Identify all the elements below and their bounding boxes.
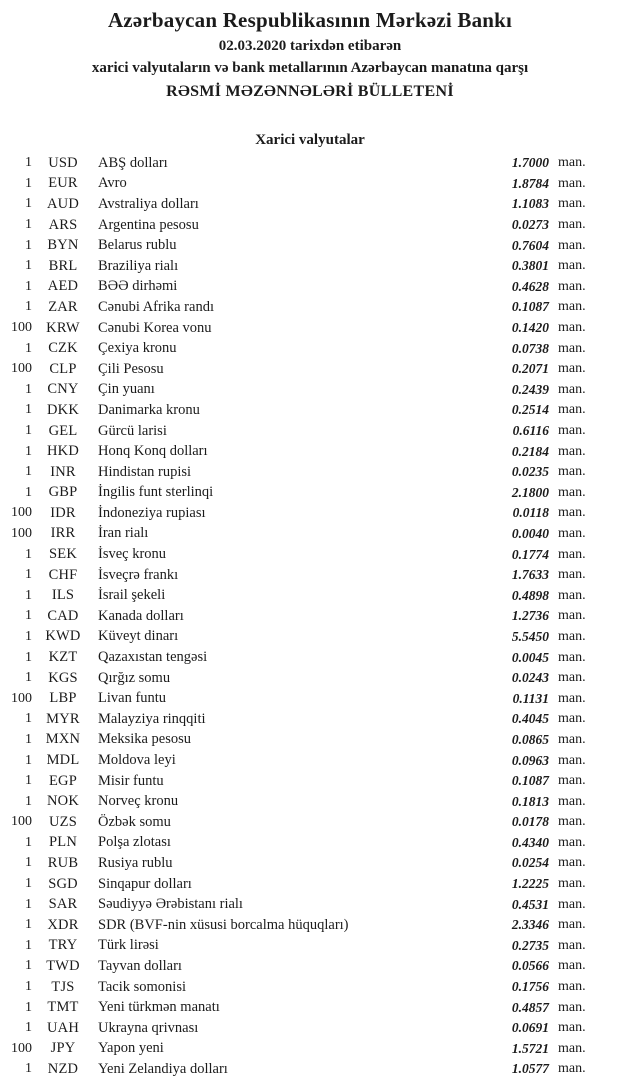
manat-unit-label: man. [558, 1040, 586, 1056]
currency-code: HKD [46, 443, 79, 460]
currency-code: KGS [48, 669, 78, 686]
manat-unit-label: man. [558, 773, 586, 789]
manat-unit-label: man. [558, 855, 586, 871]
currency-row [0, 174, 620, 195]
currency-row [0, 627, 620, 648]
currency-quantity: 1 [25, 381, 32, 397]
currency-name: Qazaxıstan tengəsi [98, 649, 208, 666]
manat-unit-label: man. [558, 155, 586, 171]
currency-quantity: 1 [25, 752, 32, 768]
manat-unit-label: man. [558, 690, 586, 706]
currency-name: İsrail şekeli [98, 587, 166, 604]
currency-quantity: 1 [25, 711, 32, 727]
currency-name: Cənubi Afrika randı [98, 298, 214, 315]
currency-name: Çili Pesosu [98, 360, 164, 377]
currency-row [0, 606, 620, 627]
currency-code: UZS [49, 813, 77, 830]
currency-name: Qırğız somu [98, 669, 171, 686]
currency-row [0, 194, 620, 215]
section-title-foreign-currencies: Xarici valyutalar [255, 132, 365, 148]
currency-row [0, 915, 620, 936]
exchange-rate: 0.1774 [511, 546, 549, 562]
exchange-rate: 0.1756 [511, 979, 549, 995]
exchange-rate: 0.4340 [511, 834, 549, 850]
currency-row [0, 400, 620, 421]
currency-row [0, 812, 620, 833]
currency-name: Türk lirəsi [98, 937, 159, 954]
currency-quantity: 1 [25, 1061, 32, 1077]
manat-unit-label: man. [558, 670, 586, 686]
currency-name: Küveyt dinarı [98, 628, 179, 645]
currency-quantity: 1 [25, 340, 32, 356]
currency-code: NOK [46, 793, 79, 810]
currency-name: Polşa zlotası [98, 834, 171, 851]
currency-code: TWD [46, 957, 80, 974]
exchange-rate: 2.3346 [511, 917, 549, 933]
currency-row [0, 1059, 620, 1080]
currency-row [0, 256, 620, 277]
currency-quantity: 1 [25, 608, 32, 624]
currency-code: AED [47, 278, 79, 295]
currency-name: Tacik somonisi [98, 978, 186, 995]
currency-code: ARS [48, 216, 78, 233]
currency-quantity: 1 [25, 402, 32, 418]
manat-unit-label: man. [558, 876, 586, 892]
manat-unit-label: man. [558, 979, 586, 995]
currency-code: BYN [47, 237, 79, 254]
currency-name: İsveçrə frankı [98, 566, 179, 583]
currency-quantity: 1 [25, 258, 32, 274]
manat-unit-label: man. [558, 381, 586, 397]
currency-quantity: 1 [25, 999, 32, 1015]
currency-code: RUB [47, 854, 79, 871]
currency-name: Argentina pesosu [98, 216, 199, 233]
currency-name: SDR (BVF-nin xüsusi borcalma hüquqları) [98, 916, 349, 933]
bulletin-heading: RƏSMİ MƏZƏNNƏLƏRİ BÜLLETENİ [166, 83, 454, 100]
manat-unit-label: man. [558, 567, 586, 583]
exchange-rate: 0.0865 [511, 731, 549, 747]
currency-quantity: 1 [25, 217, 32, 233]
exchange-rate: 0.4045 [511, 711, 549, 727]
currency-name: BƏƏ dirhəmi [98, 278, 178, 295]
currency-name: Honq Konq dolları [98, 443, 208, 460]
currency-row [0, 462, 620, 483]
currency-quantity: 1 [25, 196, 32, 212]
exchange-rate: 0.0738 [511, 340, 549, 356]
exchange-rate: 1.2225 [511, 876, 549, 892]
currency-name: Moldova leyi [98, 752, 176, 769]
currency-quantity: 1 [25, 237, 32, 253]
manat-unit-label: man. [558, 958, 586, 974]
exchange-rate: 1.2736 [511, 608, 549, 624]
manat-unit-label: man. [558, 258, 586, 274]
manat-unit-label: man. [558, 237, 586, 253]
currency-code: UAH [46, 1019, 79, 1036]
exchange-rate: 0.0243 [511, 670, 549, 686]
currency-quantity: 1 [25, 628, 32, 644]
currency-quantity: 1 [25, 670, 32, 686]
exchange-rate: 0.2514 [511, 402, 549, 418]
currency-code: DKK [46, 401, 79, 418]
currency-quantity: 1 [25, 979, 32, 995]
currency-code: CZK [48, 340, 78, 357]
currency-row [0, 277, 620, 298]
exchange-rate: 0.1131 [512, 690, 549, 706]
exchange-rate: 0.0118 [512, 505, 549, 521]
currency-name: Avro [98, 175, 127, 192]
currency-code: CAD [47, 607, 79, 624]
currency-code: SAR [48, 896, 78, 913]
currency-code: CLP [49, 360, 77, 377]
currency-name: Tayvan dolları [98, 957, 182, 974]
currency-quantity: 1 [25, 587, 32, 603]
currency-quantity: 1 [25, 834, 32, 850]
exchange-rate: 0.1420 [511, 320, 549, 336]
currency-row [0, 750, 620, 771]
currency-row [0, 380, 620, 401]
currency-name: Braziliya rialı [98, 257, 179, 274]
currency-code: GEL [48, 422, 78, 439]
currency-row [0, 235, 620, 256]
currency-code: TRY [48, 937, 78, 954]
manat-unit-label: man. [558, 525, 586, 541]
manat-unit-label: man. [558, 917, 586, 933]
manat-unit-label: man. [558, 587, 586, 603]
currency-name: Meksika pesosu [98, 731, 192, 748]
currency-quantity: 1 [25, 155, 32, 171]
currency-quantity: 1 [25, 773, 32, 789]
currency-quantity: 100 [11, 505, 32, 521]
currency-code: MXN [45, 731, 81, 748]
currency-name: İsveç kronu [98, 546, 167, 563]
exchange-rate: 0.4531 [511, 896, 549, 912]
currency-row [0, 894, 620, 915]
manat-unit-label: man. [558, 1061, 586, 1077]
currency-name: Çexiya kronu [98, 340, 177, 357]
currency-row [0, 668, 620, 689]
manat-unit-label: man. [558, 320, 586, 336]
currency-name: Yapon yeni [98, 1040, 164, 1057]
manat-unit-label: man. [558, 834, 586, 850]
currency-code: ILS [51, 587, 75, 604]
currency-quantity: 1 [25, 546, 32, 562]
currency-name: Danimarka kronu [98, 401, 200, 418]
manat-unit-label: man. [558, 937, 586, 953]
exchange-rate: 2.1800 [511, 484, 549, 500]
manat-unit-label: man. [558, 340, 586, 356]
manat-unit-label: man. [558, 628, 586, 644]
manat-unit-label: man. [558, 402, 586, 418]
manat-unit-label: man. [558, 505, 586, 521]
exchange-rate: 0.4628 [511, 278, 549, 294]
exchange-rate: 0.7604 [511, 237, 549, 253]
currency-name: Yeni Zelandiya dolları [98, 1060, 228, 1077]
exchange-rate: 0.0963 [511, 752, 549, 768]
currency-name: Livan funtu [98, 690, 167, 707]
exchange-rate: 0.0040 [511, 525, 549, 541]
currency-quantity: 1 [25, 731, 32, 747]
exchange-rate: 0.0273 [511, 217, 549, 233]
exchange-rate: 0.0691 [511, 1020, 549, 1036]
currency-row [0, 771, 620, 792]
bank-title: Azərbaycan Respublikasının Mərkəzi Bankı [107, 8, 513, 32]
currency-row [0, 1039, 620, 1060]
currency-code: USD [48, 154, 78, 171]
exchange-rate: 0.0045 [511, 649, 549, 665]
exchange-rate: 5.5450 [511, 628, 549, 644]
currency-row [0, 483, 620, 504]
currency-code: IRR [50, 525, 76, 542]
currency-name: Avstraliya dolları [98, 195, 199, 212]
exchange-rate: 0.0235 [511, 464, 549, 480]
manat-unit-label: man. [558, 649, 586, 665]
manat-unit-label: man. [558, 793, 586, 809]
currency-row [0, 441, 620, 462]
currency-quantity: 100 [11, 1040, 32, 1056]
currency-name: Səudiyyə Ərəbistanı rialı [98, 896, 243, 913]
currency-code: KWD [45, 628, 81, 645]
currency-quantity: 100 [11, 814, 32, 830]
currency-row [0, 421, 620, 442]
currency-quantity: 100 [11, 525, 32, 541]
currency-quantity: 1 [25, 896, 32, 912]
currency-quantity: 1 [25, 175, 32, 191]
currency-name: Çin yuanı [98, 381, 155, 398]
currency-row [0, 833, 620, 854]
currency-quantity: 1 [25, 464, 32, 480]
currency-name: Malayziya rinqqiti [98, 710, 206, 727]
manat-unit-label: man. [558, 896, 586, 912]
exchange-rate: 0.2184 [511, 443, 549, 459]
currency-code: MYR [46, 710, 80, 727]
currency-name: Yeni türkmən manatı [98, 999, 220, 1016]
currency-name: İngilis funt sterlinqi [98, 484, 214, 501]
currency-quantity: 1 [25, 958, 32, 974]
currency-name: İran rialı [98, 525, 149, 542]
currency-name: Rusiya rublu [98, 854, 173, 871]
currency-code: CHF [48, 566, 78, 583]
exchange-rate: 0.2439 [511, 381, 549, 397]
currency-row [0, 297, 620, 318]
currency-name: Belarus rublu [98, 237, 177, 254]
currency-row [0, 853, 620, 874]
currency-quantity: 1 [25, 278, 32, 294]
currency-code: ZAR [48, 298, 78, 315]
currency-name: Hindistan rupisi [98, 463, 192, 480]
exchange-rate: 0.4857 [511, 999, 549, 1015]
currency-rate-table [0, 153, 620, 1080]
exchange-rate: 0.2735 [511, 937, 549, 953]
currency-quantity: 1 [25, 937, 32, 953]
currency-code: KZT [48, 649, 78, 666]
currency-quantity: 1 [25, 423, 32, 439]
currency-row [0, 524, 620, 545]
manat-unit-label: man. [558, 299, 586, 315]
currency-row [0, 153, 620, 174]
exchange-rate: 0.6116 [512, 423, 549, 439]
currency-row [0, 791, 620, 812]
currency-row [0, 503, 620, 524]
currency-quantity: 1 [25, 917, 32, 933]
currency-row [0, 874, 620, 895]
manat-unit-label: man. [558, 752, 586, 768]
currency-row [0, 1018, 620, 1039]
currency-row [0, 688, 620, 709]
currency-name: Sinqapur dolları [98, 875, 192, 892]
currency-quantity: 1 [25, 876, 32, 892]
manat-unit-label: man. [558, 361, 586, 377]
currency-row [0, 956, 620, 977]
currency-code: BRL [48, 257, 78, 274]
exchange-rate: 0.1813 [511, 793, 549, 809]
currency-name: Ukrayna qrivnası [98, 1019, 199, 1036]
exchange-rate: 1.1083 [511, 196, 549, 212]
currency-quantity: 1 [25, 443, 32, 459]
currency-row [0, 544, 620, 565]
currency-code: KRW [46, 319, 80, 336]
bulletin-subtitle: xarici valyutaların və bank metallarının Azərbaycan manatına qarşı [91, 60, 529, 76]
currency-name: Cənubi Korea vonu [98, 319, 212, 336]
manat-unit-label: man. [558, 464, 586, 480]
currency-row [0, 709, 620, 730]
manat-unit-label: man. [558, 546, 586, 562]
effective-date-line: 02.03.2020 tarixdən etibarən [218, 38, 402, 54]
exchange-rate: 1.7000 [511, 155, 549, 171]
currency-quantity: 100 [11, 690, 32, 706]
currency-row [0, 359, 620, 380]
currency-code: SEK [49, 546, 77, 563]
currency-code: GBP [48, 484, 78, 501]
currency-row [0, 997, 620, 1018]
currency-quantity: 1 [25, 567, 32, 583]
manat-unit-label: man. [558, 608, 586, 624]
currency-quantity: 1 [25, 1020, 32, 1036]
currency-code: TMT [47, 999, 79, 1016]
exchange-rate: 1.7633 [511, 567, 549, 583]
currency-name: ABŞ dolları [98, 154, 168, 171]
currency-row [0, 585, 620, 606]
exchange-rate: 1.5721 [511, 1040, 549, 1056]
currency-quantity: 1 [25, 793, 32, 809]
manat-unit-label: man. [558, 731, 586, 747]
manat-unit-label: man. [558, 175, 586, 191]
currency-row [0, 318, 620, 339]
manat-unit-label: man. [558, 196, 586, 212]
currency-code: INR [50, 463, 76, 480]
currency-quantity: 100 [11, 320, 32, 336]
currency-row [0, 338, 620, 359]
currency-name: Gürcü larisi [98, 422, 167, 439]
currency-name: Misir funtu [98, 772, 164, 789]
manat-unit-label: man. [558, 814, 586, 830]
exchange-rate: 0.1087 [511, 299, 549, 315]
manat-unit-label: man. [558, 217, 586, 233]
currency-row [0, 565, 620, 586]
exchange-rate: 0.0178 [511, 814, 549, 830]
currency-quantity: 1 [25, 299, 32, 315]
manat-unit-label: man. [558, 423, 586, 439]
currency-code: PLN [49, 834, 77, 851]
manat-unit-label: man. [558, 278, 586, 294]
currency-name: Kanada dolları [98, 607, 184, 624]
currency-row [0, 977, 620, 998]
exchange-rate: 0.2071 [511, 361, 549, 377]
currency-code: SGD [48, 875, 78, 892]
currency-row [0, 215, 620, 236]
exchange-rate: 1.8784 [511, 175, 549, 191]
currency-name: Norveç kronu [98, 793, 179, 810]
currency-row [0, 647, 620, 668]
currency-code: AUD [46, 195, 79, 212]
manat-unit-label: man. [558, 443, 586, 459]
currency-code: EUR [48, 175, 78, 192]
currency-code: EGP [49, 772, 77, 789]
manat-unit-label: man. [558, 711, 586, 727]
currency-code: MDL [46, 752, 80, 769]
exchange-rate: 1.0577 [511, 1061, 549, 1077]
currency-quantity: 1 [25, 855, 32, 871]
exchange-rate: 0.1087 [511, 773, 549, 789]
manat-unit-label: man. [558, 484, 586, 500]
currency-code: IDR [50, 504, 76, 521]
currency-code: JPY [50, 1040, 76, 1057]
manat-unit-label: man. [558, 999, 586, 1015]
exchange-rate: 0.0254 [511, 855, 549, 871]
manat-unit-label: man. [558, 1020, 586, 1036]
currency-row [0, 936, 620, 957]
currency-name: İndoneziya rupiası [98, 504, 206, 521]
currency-code: LBP [49, 690, 77, 707]
exchange-rate: 0.0566 [511, 958, 549, 974]
exchange-rate: 0.4898 [511, 587, 549, 603]
currency-code: TJS [51, 978, 75, 995]
currency-quantity: 1 [25, 649, 32, 665]
exchange-rate: 0.3801 [511, 258, 549, 274]
currency-code: NZD [47, 1060, 79, 1077]
currency-row [0, 730, 620, 751]
currency-code: XDR [47, 916, 79, 933]
currency-name: Özbək somu [98, 813, 171, 830]
currency-quantity: 100 [11, 361, 32, 377]
currency-code: CNY [47, 381, 79, 398]
currency-quantity: 1 [25, 484, 32, 500]
